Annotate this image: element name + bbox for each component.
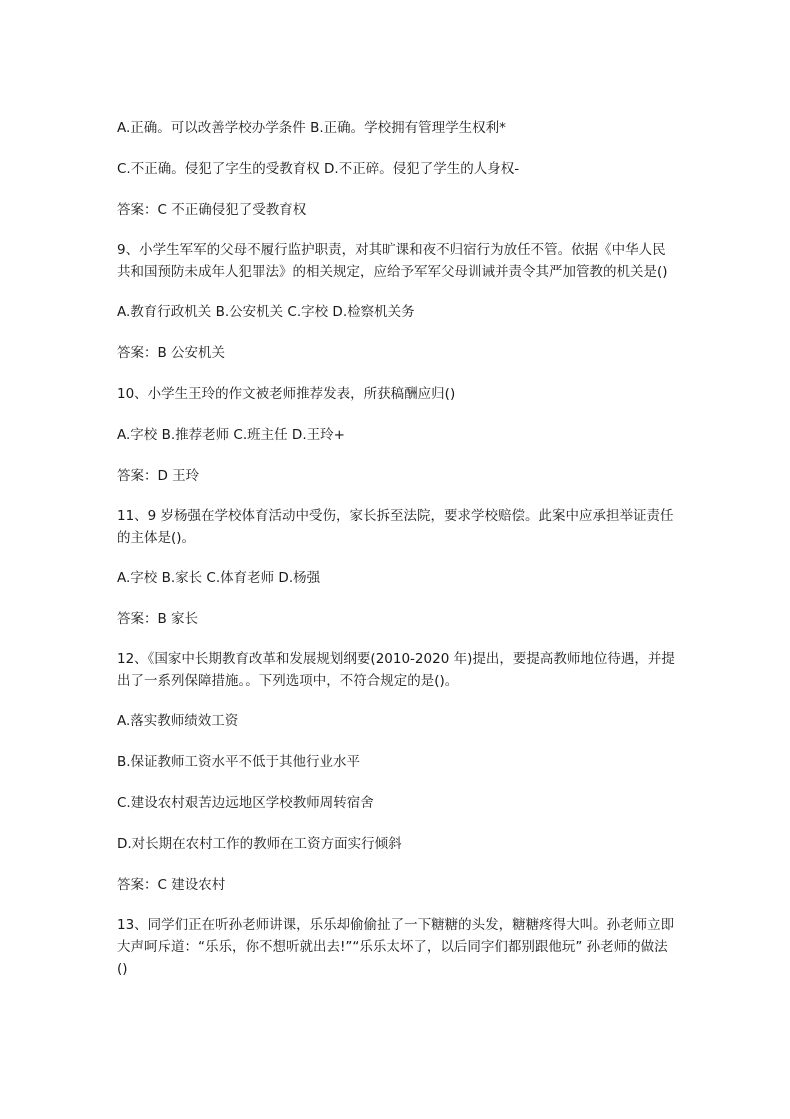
answer-line: 答案：D 王玲 — [117, 468, 200, 484]
option-line: A.落实教师绩效工资 — [117, 713, 239, 729]
answer-line: 答案：B 家长 — [117, 611, 199, 627]
question-9: 9、小学生军军的父母不履行监护职责，对其旷课和夜不归宿行为放任不管。依据《中华人民共和国预防未成年人犯罪法》的相关规定，应给予军军父母训诫并责令其严加管教的机关是() — [117, 242, 668, 280]
option-line: C.建设农村艰苦边远地区学校教师周转宿舍 — [117, 795, 374, 811]
option-line: A.字校 B.推荐老师 C.班主任 D.王玲+ — [117, 427, 345, 443]
option-line: A.正确。可以改善学校办学条件 B.正确。学校拥有管理学生权利* — [117, 120, 506, 136]
option-line: C.不正确。侵犯了字生的受教育权 D.不正碎。侵犯了学生的人身权- — [117, 161, 520, 177]
option-line: A.字校 B.家长 C.体育老师 D.杨强 — [117, 570, 321, 586]
option-line: B.保证教师工资水平不低于其他行业水平 — [117, 754, 361, 770]
document-page — [117, 116, 677, 997]
answer-line: 答案：B 公安机关 — [117, 345, 226, 361]
question-12: 12、《国家中长期教育改革和发展规划纲要(2010-2020 年)提出，要提高教师地位待遇，并提出了一系列保障措施。。下列选项中，不符合规定的是()。 — [117, 651, 675, 689]
answer-line: 答案：C 建设农村 — [117, 877, 226, 893]
answer-line: 答案：C 不正确侵犯了受教育权 — [117, 202, 307, 218]
question-13: 13、同学们正在听孙老师讲课，乐乐却偷偷扯了一下糖糖的头发，糖糖疼得大叫。孙老师立即大声呵斥道：“乐乐，你不想听就出去!”“乐乐太坏了，以后同字们都别跟他玩” 孙老师的做法() — [117, 917, 675, 977]
option-line: D.对长期在农村工作的教师在工资方面实行倾斜 — [117, 836, 402, 852]
option-line: A.教育行政机关 B.公安机关 C.字校 D.检察机关务 — [117, 304, 415, 320]
question-10: 10、小学生王玲的作文被老师推荐发表，所获稿酬应归() — [117, 386, 456, 402]
question-11: 11、9 岁杨强在学校体育活动中受伤，家长拆至法院，要求学校赔偿。此案中应承担举证责任的主体是()。 — [117, 508, 674, 546]
